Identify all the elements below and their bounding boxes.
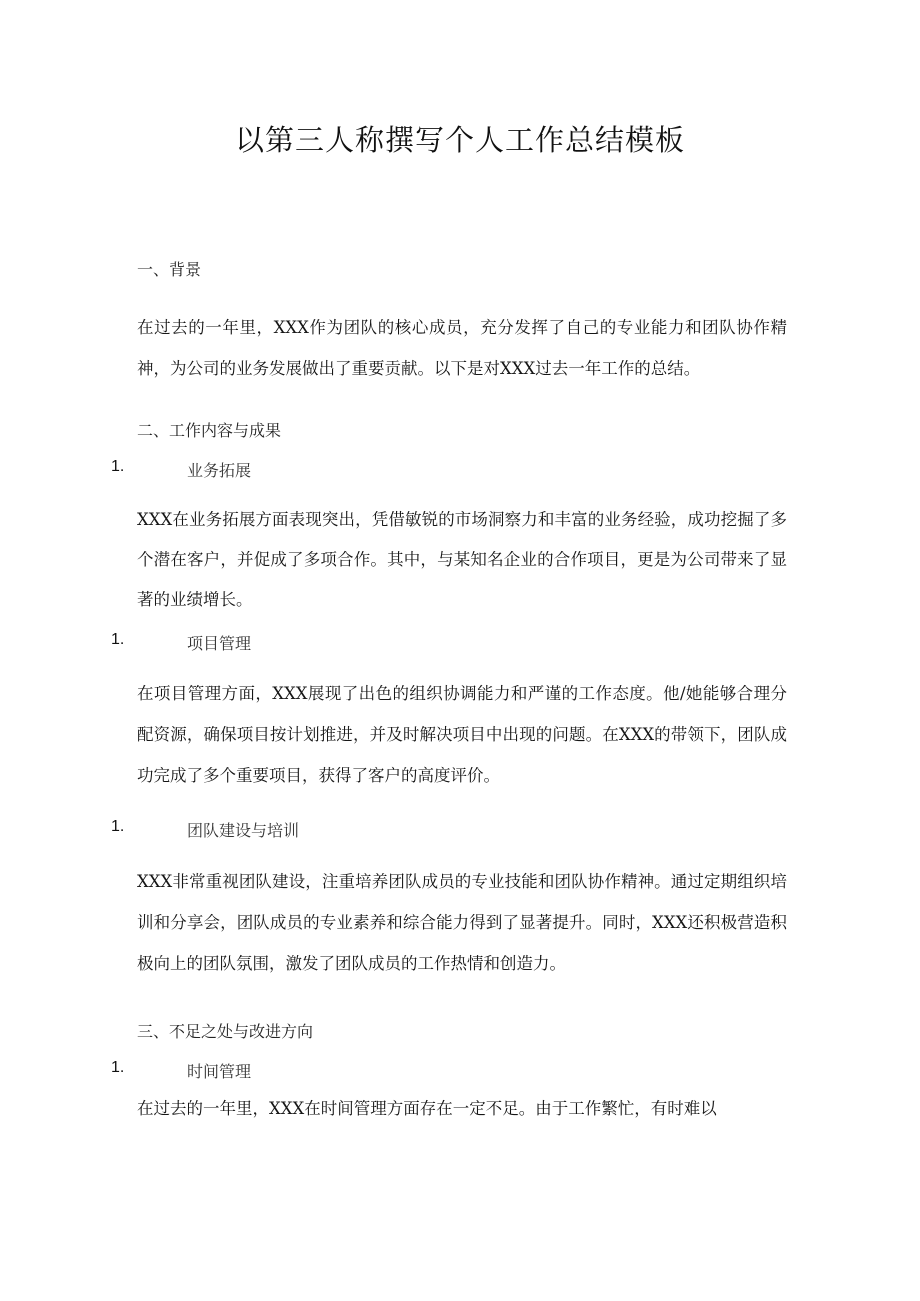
section-heading-shortcomings: 三、不足之处与改进方向	[137, 1022, 314, 1041]
document-title: 以第三人称撰写个人工作总结模板	[234, 123, 685, 157]
list-item-number: 1.	[111, 458, 125, 475]
list-item-label-team: 团队建设与培训	[187, 821, 300, 840]
list-item-number: 1.	[111, 818, 125, 835]
list-item-label-business: 业务拓展	[187, 461, 252, 480]
paragraph-team: XXX非常重视团队建设，注重培养团队成员的专业技能和团队协作精神。通过定期组织培训和分享会，团队成员的专业素养和综合能力得到了显著提升。同时，XXX还积极营造积极向上的团队氛围，激发了团队成员的工作热情和创造力。	[137, 872, 787, 973]
paragraph-time: 在过去的一年里，XXX在时间管理方面存在一定不足。由于工作繁忙，有时难以	[137, 1099, 717, 1118]
section-heading-work-content: 二、工作内容与成果	[137, 421, 282, 440]
list-item-label-project: 项目管理	[187, 634, 252, 653]
list-item-label-time: 时间管理	[187, 1062, 252, 1081]
list-item-number: 1.	[111, 1059, 125, 1076]
paragraph-background: 在过去的一年里，XXX作为团队的核心成员，充分发挥了自己的专业能力和团队协作精神，为公司的业务发展做出了重要贡献。以下是对XXX过去一年工作的总结。	[137, 318, 787, 378]
paragraph-project: 在项目管理方面，XXX展现了出色的组织协调能力和严谨的工作态度。他/她能够合理分配资源，确保项目按计划推进，并及时解决项目中出现的问题。在XXX的带领下，团队成功完成了多个重要项目，获得了客户的高度评价。	[137, 684, 787, 785]
paragraph-business: XXX在业务拓展方面表现突出，凭借敏锐的市场洞察力和丰富的业务经验，成功挖掘了多个潜在客户，并促成了多项合作。其中，与某知名企业的合作项目，更是为公司带来了显著的业绩增长。	[137, 510, 787, 609]
section-heading-background: 一、背景	[137, 260, 202, 279]
list-item-number: 1.	[111, 631, 125, 648]
